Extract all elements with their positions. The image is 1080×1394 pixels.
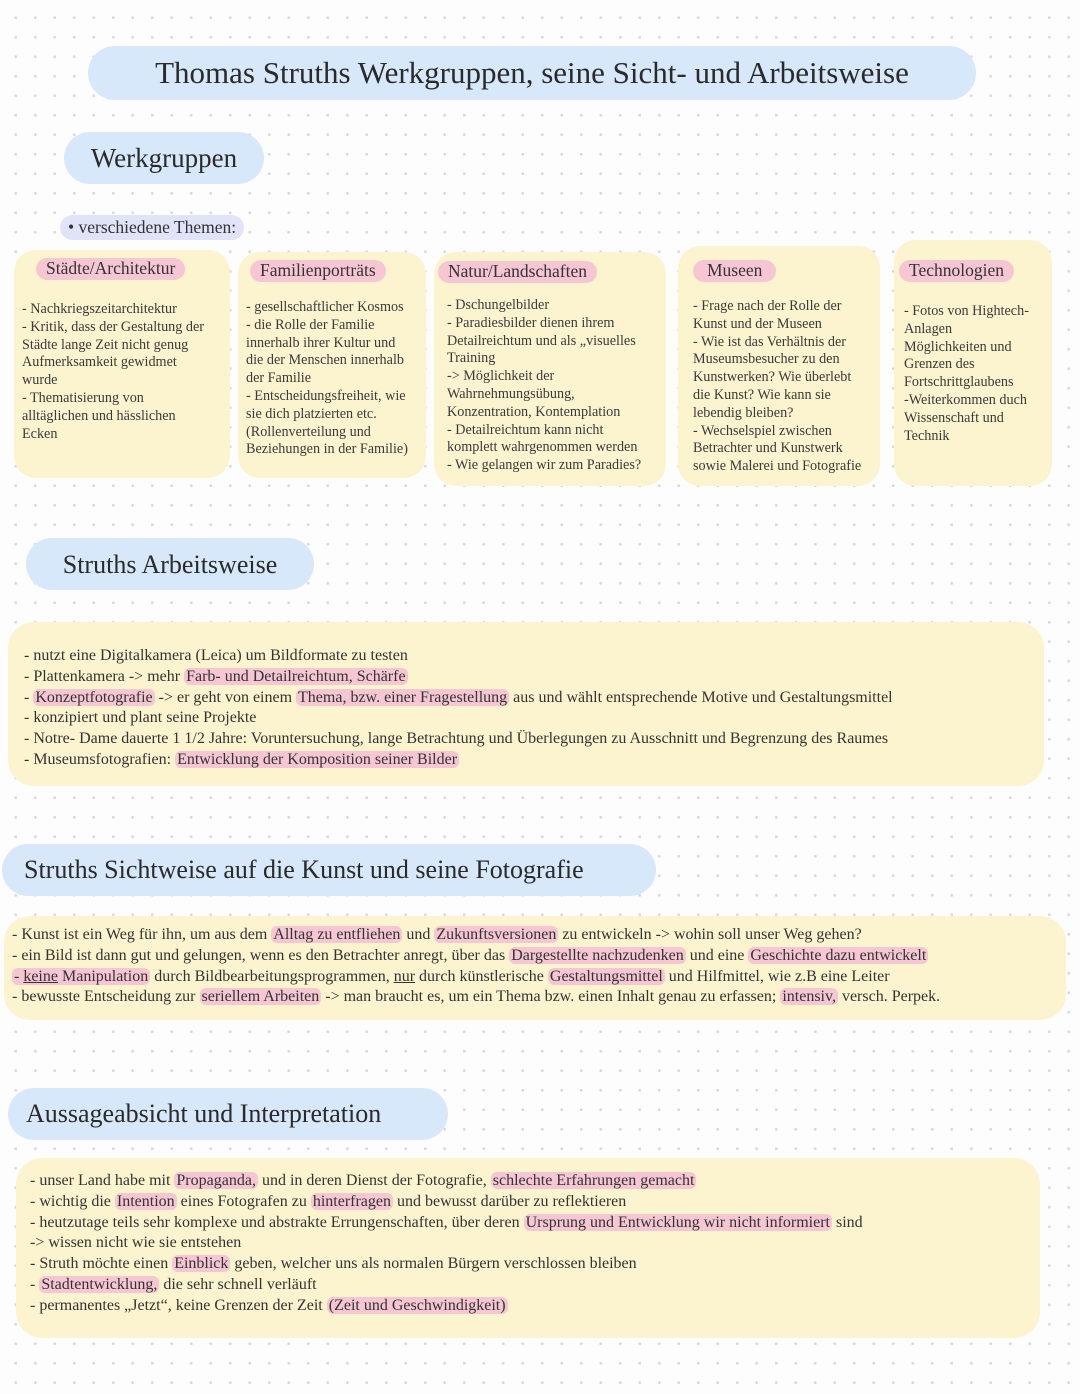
arbeitsweise-line-2	[24, 667, 893, 688]
card-line: - Dschungelbilder	[447, 297, 550, 313]
underlined: nur	[393, 967, 416, 985]
card-technologien	[894, 240, 1052, 486]
card-line: - Nachkriegszeitarchitektur	[22, 301, 177, 317]
text: - Kunst ist ein Weg für ihn, um aus dem	[12, 926, 272, 943]
highlight: schlechte Erfahrungen gemacht	[492, 1172, 695, 1189]
aussage-line-3	[30, 1213, 863, 1234]
card-line: lebendig bleiben?	[693, 404, 794, 421]
card-title-technologien	[899, 260, 1014, 282]
text: - heutzutage teils sehr komplexe und abstrakte Errungenschaften, über deren	[30, 1213, 524, 1231]
text: und bewusst darüber zu reflektieren	[393, 1192, 627, 1210]
card-line: innerhalb ihrer Kultur und	[246, 334, 396, 351]
text: die sehr schnell verläuft	[159, 1275, 317, 1293]
highlight: Thema, bzw. einer Fragestellung	[298, 688, 508, 706]
card-line: die Kunst? Wie kann sie	[693, 386, 831, 403]
highlight: Geschichte dazu entwickelt	[750, 946, 927, 964]
text: und in deren Dienst der Fotografie,	[257, 1172, 491, 1189]
aussage-heading	[8, 1088, 448, 1140]
card-line: Kunstwerken? Wie überlebt	[693, 369, 852, 386]
card-line: Aufmerksamkeit gewidmet	[22, 354, 177, 371]
text: und eine	[685, 946, 749, 964]
aussage-line-7	[30, 1296, 863, 1317]
card-line: Detailreichtum und als „visuelles	[447, 332, 636, 349]
arbeitsweise-heading	[26, 538, 314, 590]
text: aus und wählt entsprechende Motive und Gestaltungsmittel	[509, 688, 893, 706]
text: sind	[831, 1213, 863, 1231]
card-line: - Detailreichtum kann nicht	[447, 421, 604, 438]
card-line: die der Menschen innerhalb	[246, 352, 404, 369]
card-line: Städte lange Zeit nicht genug	[22, 336, 189, 353]
highlight: intensiv,	[782, 988, 836, 1006]
card-line: - die Rolle der Familie	[246, 316, 375, 333]
text: versch. Perpek.	[837, 988, 941, 1006]
themes-label-text: • verschiedene Themen:	[68, 217, 237, 237]
aussage-lines	[30, 1171, 863, 1317]
card-line: - Kritik, dass der Gestaltung der	[22, 318, 205, 335]
card-title-text: Technologien	[909, 260, 1004, 280]
aussage-line-1	[30, 1171, 863, 1192]
card-line: der Familie	[246, 370, 312, 387]
card-title-text: Familienporträts	[260, 260, 376, 280]
card-line: - Thematisierung von	[22, 389, 144, 406]
card-line: alltäglichen und hässlichen	[22, 407, 176, 424]
text: - Museumsfotografien:	[24, 750, 176, 768]
aussage-line-6	[30, 1275, 863, 1296]
card-familie	[238, 252, 426, 478]
card-line: - gesellschaftlicher Kosmos	[246, 299, 404, 315]
card-lines	[22, 301, 224, 443]
highlight: Propaganda,	[176, 1172, 256, 1189]
page-title-text: Thomas Struths Werkgruppen, seine Sicht- und Arbeitsweise	[155, 55, 909, 90]
card-line: Wahrnehmungsübung,	[447, 385, 575, 402]
card-line: komplett wahrgenommen werden	[447, 439, 638, 456]
highlight: Entwicklung der Komposition seiner Bilder	[177, 750, 458, 768]
text: - permanentes „Jetzt“, keine Grenzen der Zeit	[30, 1296, 327, 1314]
aussage-line-5	[30, 1254, 863, 1275]
card-line: Training	[447, 350, 496, 367]
highlight: (Zeit und Geschwindigkeit)	[328, 1296, 506, 1314]
card-title-text: Natur/Landschaften	[448, 261, 587, 281]
text: zu entwickeln -> wohin soll unser Weg gehen?	[558, 926, 862, 943]
sichtweise-line-3	[12, 967, 940, 988]
card-title-text: Städte/Architektur	[46, 258, 176, 278]
highlight: hinterfragen	[312, 1192, 392, 1210]
arbeitsweise-heading-text: Struths Arbeitsweise	[62, 550, 278, 579]
card-title-familie	[250, 260, 386, 282]
text: durch Bildbearbeitungsprogrammen,	[150, 967, 394, 985]
sichtweise-line-1	[12, 925, 940, 946]
card-lines	[693, 298, 874, 476]
card-line: wurde	[22, 372, 58, 389]
card-line: Möglichkeiten und	[904, 338, 1012, 355]
card-line: - Fotos von Hightech-	[904, 303, 1029, 319]
text: eines Fotografen zu	[176, 1192, 311, 1210]
card-line: - Wie ist das Verhältnis der	[693, 333, 846, 350]
aussage-line-4: -> wissen nicht wie sie entstehen	[30, 1234, 242, 1252]
underlined: keine	[23, 967, 58, 985]
card-line: - Frage nach der Rolle der	[693, 298, 842, 314]
text: - Struth möchte einen	[30, 1255, 173, 1273]
themes-label	[60, 215, 244, 240]
card-line: sie dich platzierten etc.	[246, 405, 377, 422]
card-line: (Rollenverteilung und	[246, 423, 371, 440]
card-lines	[904, 303, 1046, 445]
highlight: Stadtentwicklung,	[41, 1275, 158, 1293]
text: -	[24, 688, 34, 706]
card-line: - Paradiesbilder dienen ihrem	[447, 314, 615, 331]
werkgruppen-heading-text: Werkgruppen	[90, 143, 238, 173]
text: - Plattenkamera -> mehr	[24, 667, 185, 685]
text: -> er geht von einem	[154, 688, 297, 706]
sichtweise-line-2	[12, 946, 940, 967]
highlight: Einblick	[174, 1255, 229, 1273]
card-line: - Entscheidungsfreiheit, wie	[246, 387, 406, 404]
card-line: Wissenschaft und	[904, 409, 1004, 426]
card-line: Kunst und der Museen	[693, 315, 822, 332]
sichtweise-lines	[12, 925, 940, 1008]
card-line: Museumsbesucher zu den	[693, 351, 840, 368]
highlight: seriellem Arbeiten	[201, 988, 320, 1006]
arbeitsweise-line-4: - konzipiert und plant seine Projekte	[24, 709, 257, 727]
text: - bewusste Entscheidung zur	[12, 988, 200, 1006]
sichtweise-heading	[2, 844, 656, 896]
card-lines	[447, 297, 660, 475]
highlight: Ursprung und Entwicklung wir nicht informiert	[525, 1213, 830, 1231]
sichtweise-line-4	[12, 987, 940, 1008]
text: - unser Land habe mit	[30, 1172, 175, 1189]
highlight: Konzeptfotografie	[35, 688, 153, 706]
aussage-line-2	[30, 1192, 863, 1213]
page-title	[88, 46, 976, 100]
card-title-museen	[693, 260, 776, 282]
arbeitsweise-line-3	[24, 688, 893, 709]
card-lines	[246, 299, 420, 459]
card-line: Grenzen des	[904, 356, 975, 373]
card-line: Konzentration, Kontemplation	[447, 403, 621, 420]
arbeitsweise-lines	[24, 646, 893, 771]
highlight: Dargestellte nachzudenken	[511, 946, 684, 964]
text: Manipulation	[57, 967, 149, 985]
card-line: Technik	[904, 427, 950, 444]
card-title-natur	[438, 261, 597, 283]
text: durch künstlerische	[415, 967, 548, 985]
highlight: Intention	[116, 1192, 175, 1210]
card-museen	[678, 246, 880, 486]
card-title-staedte	[36, 258, 185, 280]
werkgruppen-heading	[64, 132, 264, 184]
card-line: sowie Malerei und Fotografie	[693, 458, 862, 475]
card-line: Fortschrittglaubens	[904, 374, 1014, 391]
highlight: Farb- und Detailreichtum, Schärfe	[186, 667, 406, 685]
card-staedte	[14, 250, 230, 478]
highlight: Zukunftsversionen	[436, 926, 557, 943]
card-title-text: Museen	[707, 260, 763, 280]
highlight	[12, 968, 150, 985]
text: -	[30, 1275, 40, 1293]
highlight: Gestaltungsmittel	[549, 967, 663, 985]
card-line: Ecken	[22, 425, 58, 442]
arbeitsweise-line-1: - nutzt eine Digitalkamera (Leica) um Bildformate zu testen	[24, 647, 408, 664]
card-line: -Weiterkommen duch	[904, 391, 1027, 408]
text: und Hilfmittel, wie z.B eine Leiter	[664, 967, 890, 985]
text: -> man braucht es, um ein Thema bzw. einen Inhalt genau zu erfassen;	[321, 988, 781, 1006]
arbeitsweise-line-6	[24, 750, 893, 771]
aussage-heading-text: Aussageabsicht und Interpretation	[26, 1099, 382, 1128]
card-line: -> Möglichkeit der	[447, 368, 555, 385]
text: geben, welcher uns als normalen Bürgern verschlossen bleiben	[230, 1255, 637, 1273]
card-line: Anlagen	[904, 320, 953, 337]
card-line: - Wie gelangen wir zum Paradies?	[447, 457, 642, 474]
text: - ein Bild ist dann gut und gelungen, wenn es den Betrachter anregt, über das	[12, 946, 510, 964]
text: - wichtig die	[30, 1192, 115, 1210]
text: -	[14, 967, 24, 985]
arbeitsweise-line-5: - Notre- Dame dauerte 1 1/2 Jahre: Voruntersuchung, lange Betrachtung und Überlegungen zu Ausschnitt und Begrenzung des Raumes	[24, 730, 889, 748]
card-line: Beziehungen in der Familie)	[246, 441, 408, 458]
card-line: Betrachter und Kunstwerk	[693, 440, 843, 457]
sichtweise-heading-text: Struths Sichtweise auf die Kunst und seine Fotografie	[24, 855, 584, 884]
text: und	[402, 926, 435, 943]
card-natur	[434, 252, 666, 486]
card-line: - Wechselspiel zwischen	[693, 422, 832, 439]
highlight: Alltag zu entfliehen	[273, 926, 401, 943]
